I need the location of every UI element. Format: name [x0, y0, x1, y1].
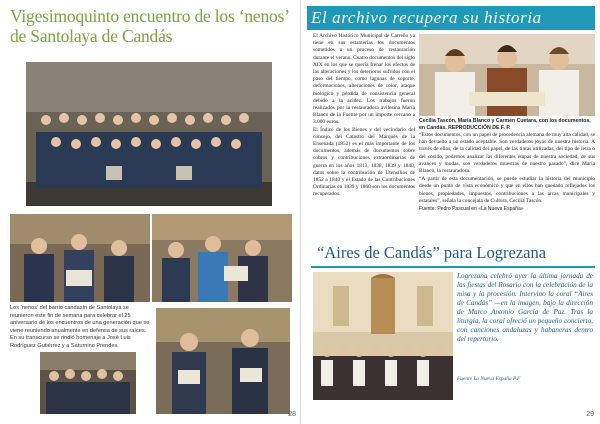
- choir-photo: [313, 272, 453, 400]
- group-photo: [26, 62, 272, 206]
- article-title: El archivo recupera su historia: [311, 8, 542, 27]
- article-body-continued: [419, 132, 595, 214]
- page-number: 28: [288, 411, 296, 418]
- article-banner: [307, 6, 595, 30]
- body-paragraph: El Archivo Histórico Municipal de Carreño ya tiene en sus estanterías los documentos sometidos a un proceso de restauración durante el verano. Cuatro documentos del siglo XIX en los que se quería frenar los efectos de las alteraciones y los deterioros sufridos con el paso del tiempo, como lagunas de soporte, deformaciones, alteraciones de color, ataque biológico y pérdida de consistencia general debido a la acidez. Los trabajos fueron realizados por la restauradora avilesina María Blanco de la Fuente por un importe cercano a 3.000 euros.: [313, 33, 415, 126]
- page-number: 29: [586, 411, 594, 418]
- award-photo: [10, 214, 150, 302]
- aires-title: “Aires de Candás” para Logrezana: [317, 243, 547, 262]
- article-body: [313, 33, 415, 199]
- body-paragraph: “A partir de esta documentación, se puede estudiar la historia del municipio desde un punto de vista económico y que en ellos han quedado reflejados los bienes, propiedades, impuestos, contribuciones a las arcas municipales y estatales”, señala la concejala de Cultura, Cecilia Tascón.: [419, 176, 595, 204]
- title-rule: [311, 266, 595, 268]
- body-paragraph: El Índice de los Bienes y del vecindario del concejo, del Catastro del Marqués de la Ensenada (1852) es el más importante de los documentos, además de documentos sobre cobros y contribuciones extraordinarias de guerra en los años 1813, 1838, 1839 y 1840, datos sobre la contribución de Utensilios de 1852 a 1840 y el Estado de las Contribuciones Ordinarias en 1839 y 1860 son los documentos recuperados.: [313, 126, 415, 198]
- group-photo: [40, 352, 136, 414]
- source-credit: Fuente: Pedro Pascual en «La Nueva España»: [419, 206, 524, 213]
- photo-caption: Cecilia Tascón, María Blanco y Carmen Cuetara, con los documentos, en Candás. REPRODUCCIÓN DE F. P.: [419, 118, 591, 131]
- aires-source: Fuente La Nueva España P.F: [457, 376, 521, 382]
- documents-photo: [419, 34, 595, 116]
- left-caption: Los ‘nenos’ del barrio candasín de Santolaya se reunieron este fin de semana para celebrar el 25 aniversario de los encuentros de una generación que se viene reuniendo anualmente en defensa de sus raíces. En su transcurso se rindió homenaje a José Luis Rodríguez Gutiérrez y a Saturnino Prendes.: [10, 305, 150, 349]
- award-photo: [156, 308, 290, 414]
- left-page-title: Vigesimoquinto encuentro de los ‘nenos’ de Santolaya de Candás: [10, 6, 289, 46]
- body-paragraph: “Estos documentos, con un papel de procedencia alemana de muy alta calidad, se han devuelto a un estado aceptable. Son verdaderos joyas de nuestra historia. A través de ellos, de la calidad del papel, de las tintas utilizadas, del tipo de letra o del cosido, podemos analizar las diferentes etapas de nuestra sociedad, de sus avances y modas, son verdaderos muestras de nuestro pasado”, dice María Blanco, la restauradora.: [419, 132, 595, 175]
- right-page: [300, 0, 600, 424]
- aires-text: Logrezana celebró ayer la última jornada de las fiestas del Rosario con la celebración de la misa y la procesión. Intervino la coral “Aires de Candás” —en la imagen, bajo la dirección de Marco Antonio García de Paz. Tras la liturgia, la coral ofreció un pequeño concierto, con canciones andaluzas y habaneras dentro del repertorio.: [457, 272, 593, 343]
- award-photo: [152, 214, 292, 302]
